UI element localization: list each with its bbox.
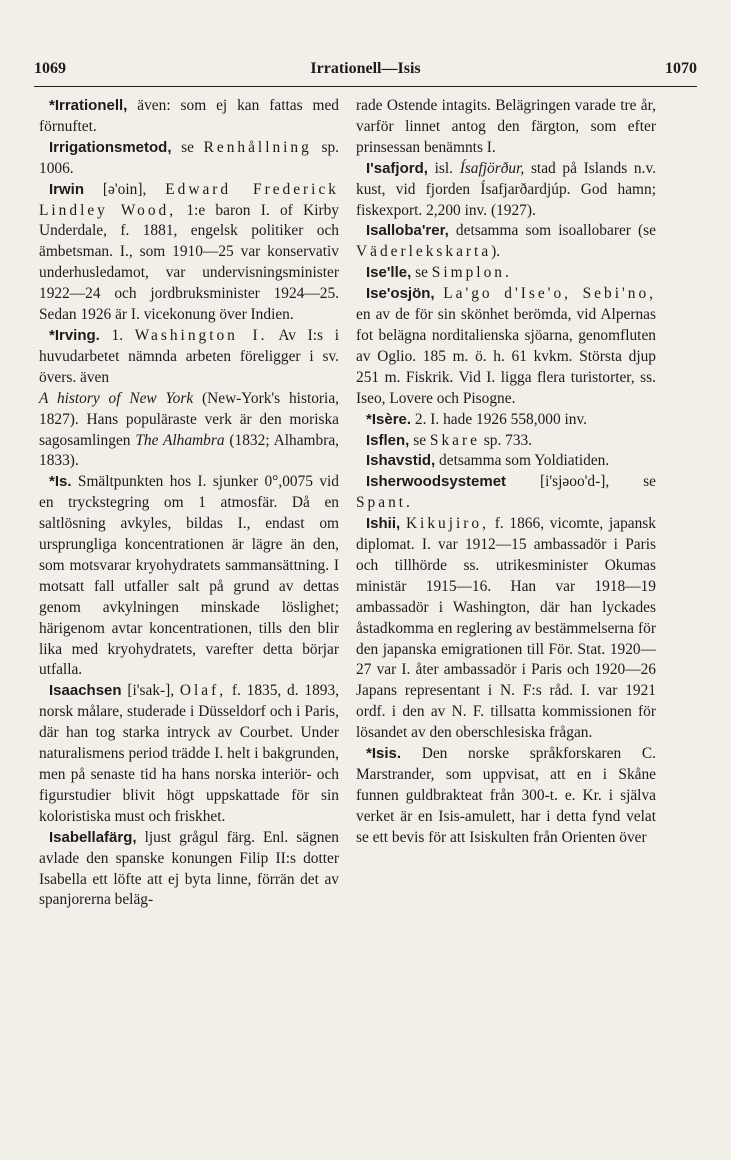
cross-reference: Väderlekskarta — [356, 243, 492, 261]
entry-headword: *Isis. — [366, 745, 402, 763]
entry-ishavstid: Ishavstid, detsamma som Yoldiatiden. — [366, 452, 610, 470]
entry-irrigationsmetod: Irrigationsmetod, se Renhållning sp. 1006. — [39, 138, 339, 177]
entry-headword: *Irrationell, — [49, 97, 128, 114]
entry-iseosjon: Ise'osjön, La'go d'Ise'o, Sebi'no, en av de för sin skönhet berömda, vid Alpernas fot belägna norditalienska sjöarna, genomfluten av Oglio. 185 m. ö. h. 61 kvkm. Största djup 251 m. Fiskrik. Vid I. ligga flera turistorter, ss. Iseo, Lovere och Pisogne. — [356, 285, 656, 407]
entry-isallobarer: Isalloba'rer, detsamma som isoallobarer (se Väderlekskarta). — [356, 222, 656, 261]
entry-isabellafarg: Isabellafärg, ljust grågul färg. Enl. sägnen avlade den spanske konungen Filip II:s dotter Isabella ett löfte att ej byta linne, förrän det av spanjorerna beläg- — [39, 828, 339, 909]
entry-isere: *Isère. 2. I. hade 1926 558,000 inv. — [366, 410, 588, 428]
entry-irwin: Irwin [ə'oin], Edward Frederick Lindley Wood, 1:e baron I. of Kirby Underdale, f. 1881, engelsk politiker och ämbetsman. I., som 1910—25 var konservativ underhusledamot, var undervisningsminister 1922—24 och jordbruksminister 1924—25. Sedan 1926 är I. vicekonung över Indien. — [39, 180, 339, 324]
person-name: Kikujiro, — [405, 515, 489, 533]
cross-reference: Skare — [429, 431, 480, 449]
entry-headword: Isalloba'rer, — [366, 222, 449, 240]
entry-headword: *Isère. — [366, 410, 412, 428]
person-name: Edward Frederick Lindley Wood, — [39, 180, 339, 219]
entry-irving: *Irving. 1. Washington I. Av I:s i huvudarbetet nämnda arbeten föreligger i sv. övers. även — [39, 326, 339, 386]
book-title: The Alhambra — [135, 431, 225, 449]
entry-isherwoodsystemet: Isherwoodsystemet [i'sjəoo'd-], se Spant. — [356, 473, 656, 512]
entry-isabellafarg-continued: rade Ostende intagits. Belägringen varade tre år, varför linnet antog den färgton, som efter prinsessan benämnts I. — [356, 97, 656, 156]
entry-headword: Isherwoodsystemet — [366, 473, 507, 491]
right-page-number: 1070 — [665, 60, 697, 77]
entry-irrationell: *Irrationell, även: som ej kan fattas med förnuftet. — [39, 97, 339, 135]
running-title: Irrationell—Isis — [310, 60, 421, 77]
left-column — [39, 96, 339, 911]
entry-is: *Is. Smältpunkten hos I. sjunker 0°,0075 vid en tryckstegring om 1 atmosfär. Då en saltlösning avkyles, bildas I., endast om ursprungliga koncentrationen är lägre än den, som motsvarar kryohydratets sammansättning. I motsatt fall utfaller salt på grund av dettas genom avkylningen minskade löslighet; härigenom avtar koncentrationen, tills den blir lika med kryohydratets, varefter detta börjar utfalla. — [39, 473, 339, 679]
place-name: La'go d'Ise'o, Sebi'no, — [443, 285, 656, 303]
cross-reference: Simplon. — [431, 264, 512, 282]
entry-headword: Irrigationsmetod, — [49, 138, 172, 156]
entry-isflen: Isflen, se Skare sp. 733. — [366, 431, 533, 449]
entry-iselle: Ise'lle, se Simplon. — [366, 264, 512, 282]
entry-isaachsen: Isaachsen [i'sak-], Olaf, f. 1835, d. 1893, norsk målare, studerade i Düsseldorf och i Paris, där han tog starka intryck av Courbet. Under naturalismens period trädde I. helt i bakgrunden, men på senaste tid ha hans norska interiör- och figurstudier blivit högt uppskattade för sin koloristiska must och friskhet. — [39, 682, 340, 825]
person-name: Olaf, — [179, 682, 227, 700]
entry-ishii: Ishii, Kikujiro, f. 1866, vicomte, japansk diplomat. I. var 1912—15 ambassadör i Paris och tillhörde ss. utrikesminister Okumas ministär 1915—16. Han var 1918—19 ambassadör i Washington, där han lyckades åstadkomma en reglering av bestämmelserna för den japanska emigrationen till För. Stat. 1920—27 var I. åter ambassadör i Paris och 1920—26 Japans representant i N. F:s råd. I. var 1921 ordf. i den av N. F. tillsatta kommissionen för lösandet av den oberschlesiska frågan. — [356, 515, 656, 742]
page-header — [34, 52, 697, 88]
left-page-number: 1069 — [34, 60, 66, 77]
cross-reference: Renhållning — [203, 138, 312, 156]
cross-reference: Spant. — [356, 494, 413, 512]
entry-headword: Ishii, — [366, 515, 401, 533]
right-column — [356, 96, 656, 849]
entry-headword: *Is. — [49, 473, 72, 491]
entry-headword: Isflen, — [366, 431, 410, 449]
book-title: A history of New York — [39, 389, 194, 407]
entry-headword: Ishavstid, — [366, 452, 436, 470]
entry-irving-continued: A history of New York (New-York's historia, 1827). Hans populäraste verk är den moriska sagosamlingen The Alhambra (1832; Alhambra, 1833). — [39, 389, 339, 470]
entry-isis: *Isis. Den norske språkforskaren C. Marstrander, som uppvisat, att en i Skåne funnen guldbrakteat från 300-t. e. Kr. i själva verket är en Isis-amulett, har i detta fynd velat se ett bevis för att Isiskulten från Orienten över — [356, 745, 656, 846]
entry-isafjord: I'safjord, isl. Ísafjörður, stad på Islands n.v. kust, vid fjorden Ísafjarðardjúp. God hamn; fiskexport. 2,200 inv. (1927). — [356, 159, 656, 219]
entry-headword: Ise'lle, — [366, 264, 412, 282]
header-rule — [34, 86, 697, 87]
native-name: Ísafjörður, — [459, 159, 525, 177]
person-name: Washington I. — [134, 326, 268, 344]
entry-headword: Isaachsen — [49, 682, 122, 700]
entry-headword: *Irving. — [49, 326, 100, 344]
entry-headword: Irwin — [49, 180, 85, 198]
entry-headword: I'safjord, — [366, 159, 428, 177]
entry-headword: Ise'osjön, — [366, 285, 435, 303]
entry-headword: Isabellafärg, — [49, 828, 137, 846]
